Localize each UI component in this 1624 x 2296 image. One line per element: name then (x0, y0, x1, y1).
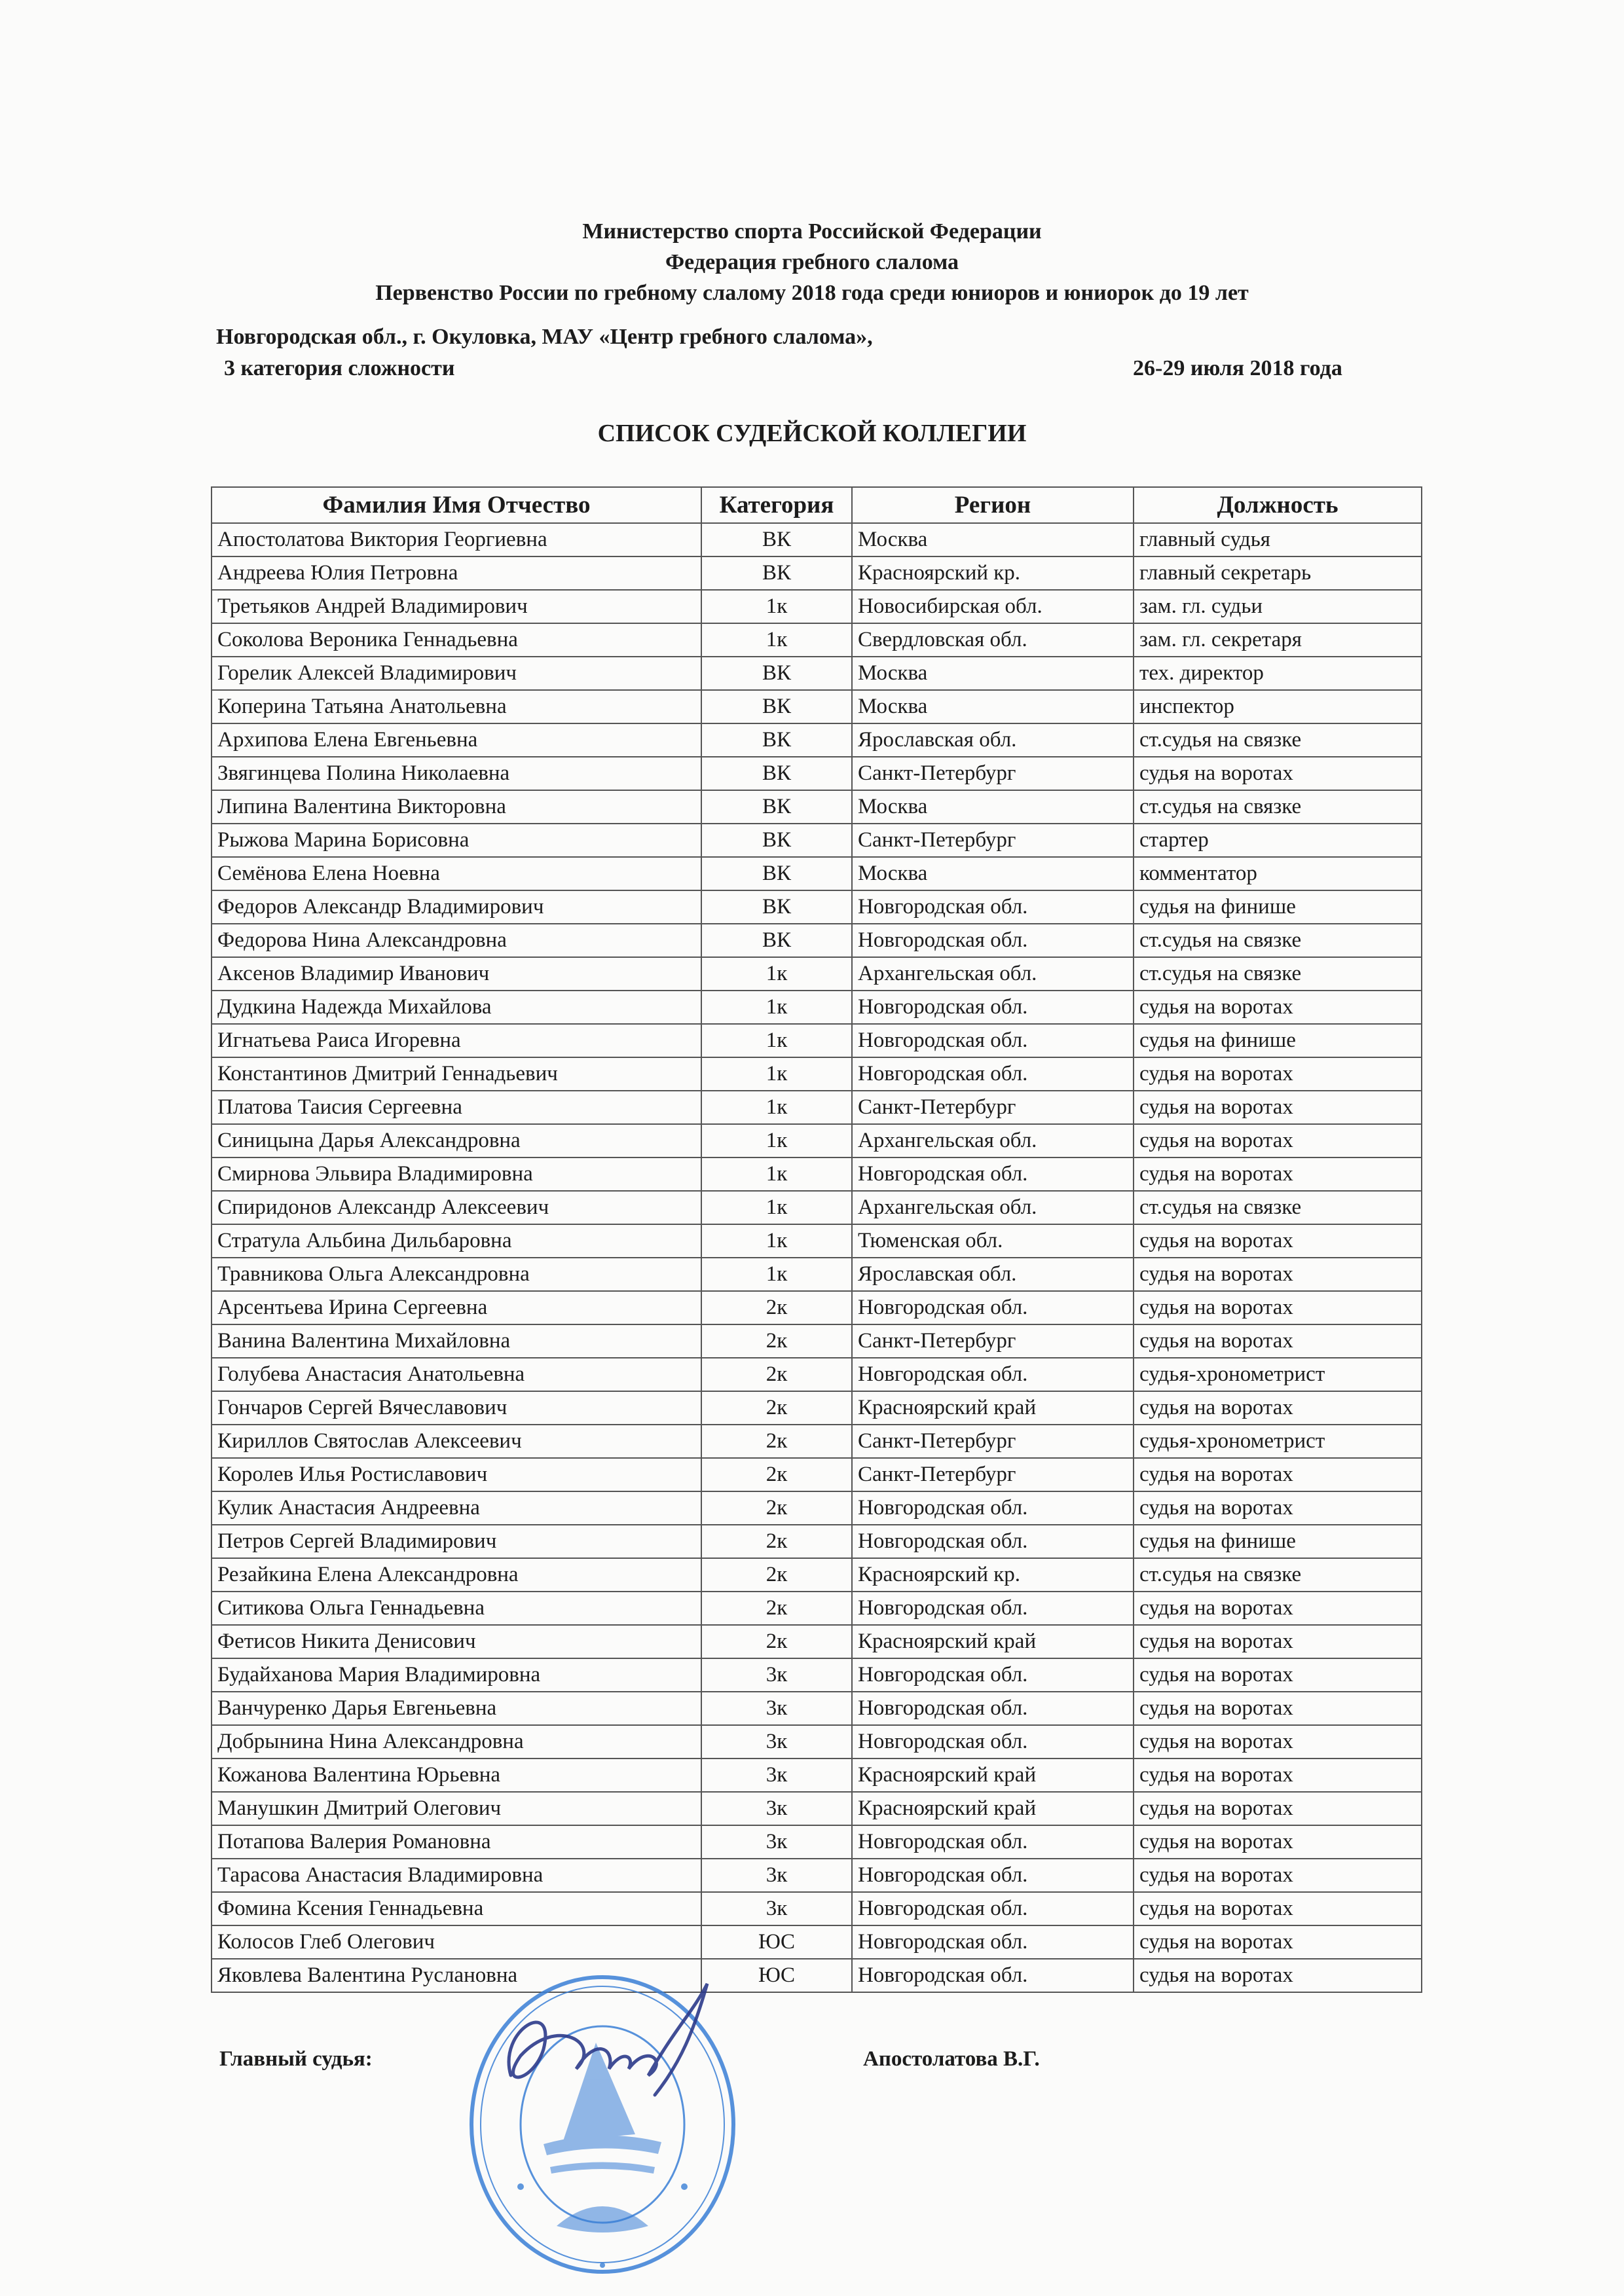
document-title: СПИСОК СУДЕЙСКОЙ КОЛЛЕГИИ (597, 420, 1027, 447)
championship-heading: Первенство России по гребному слалому 2018 года среди юниоров и юниорок до 19 лет (375, 281, 1249, 305)
cell-region: Новгородская обл. (852, 1358, 1134, 1391)
column-header-region: Регион (852, 487, 1134, 523)
cell-region: Москва (852, 790, 1134, 824)
cell-region: Новгородская обл. (852, 1959, 1134, 1992)
cell-region: Новгородская обл. (852, 1658, 1134, 1692)
cell-position: зам. гл. секретаря (1134, 623, 1422, 657)
table-row (212, 790, 1422, 824)
cell-category: 2к (701, 1391, 852, 1425)
cell-position: главный секретарь (1134, 556, 1422, 590)
cell-region: Москва (852, 523, 1134, 556)
table-row (212, 1491, 1422, 1525)
table-row (212, 1391, 1422, 1425)
cell-category: ВК (701, 824, 852, 857)
table-row (212, 1157, 1422, 1191)
column-header-full-name: Фамилия Имя Отчество (212, 487, 701, 523)
cell-position: стартер (1134, 824, 1422, 857)
cell-category: 1к (701, 1091, 852, 1124)
cell-category: 1к (701, 957, 852, 991)
cell-position: судья на воротах (1134, 1825, 1422, 1859)
cell-region: Архангельская обл. (852, 1191, 1134, 1224)
cell-full-name: Платова Таисия Сергеевна (212, 1091, 701, 1124)
table-row (212, 556, 1422, 590)
cell-region: Новгородская обл. (852, 1825, 1134, 1859)
cell-position: ст.судья на связке (1134, 723, 1422, 757)
cell-category: 3к (701, 1825, 852, 1859)
cell-full-name: Семёнова Елена Ноевна (212, 857, 701, 890)
cell-region: Новгородская обл. (852, 1525, 1134, 1558)
cell-region: Красноярский край (852, 1792, 1134, 1825)
ministry-heading: Министерство спорта Российской Федерации (582, 219, 1042, 244)
cell-category: 2к (701, 1458, 852, 1491)
table-row (212, 1625, 1422, 1658)
cell-category: 3к (701, 1692, 852, 1725)
cell-region: Красноярский край (852, 1391, 1134, 1425)
cell-position: инспектор (1134, 690, 1422, 723)
cell-region: Новгородская обл. (852, 1491, 1134, 1525)
cell-position: судья на воротах (1134, 1491, 1422, 1525)
cell-full-name: Голубева Анастасия Анатольевна (212, 1358, 701, 1391)
table-row (212, 1258, 1422, 1291)
cell-full-name: Третьяков Андрей Владимирович (212, 590, 701, 623)
cell-position: ст.судья на связке (1134, 1191, 1422, 1224)
cell-region: Москва (852, 857, 1134, 890)
cell-full-name: Спиридонов Александр Алексеевич (212, 1191, 701, 1224)
table-row (212, 1959, 1422, 1992)
cell-region: Новгородская обл. (852, 1892, 1134, 1925)
cell-category: ВК (701, 924, 852, 957)
table-row (212, 957, 1422, 991)
table-row (212, 1692, 1422, 1725)
chief-judge-name: Апостолатова В.Г. (863, 2047, 1040, 2071)
table-row (212, 1425, 1422, 1458)
event-dates: 26-29 июля 2018 года (1133, 356, 1342, 380)
cell-position: судья на воротах (1134, 757, 1422, 790)
cell-category: ВК (701, 690, 852, 723)
cell-full-name: Соколова Вероника Геннадьевна (212, 623, 701, 657)
table-row (212, 991, 1422, 1024)
table-row (212, 1925, 1422, 1959)
cell-full-name: Королев Илья Ростиславович (212, 1458, 701, 1491)
cell-position: ст.судья на связке (1134, 924, 1422, 957)
table-row (212, 1859, 1422, 1892)
table-row (212, 1725, 1422, 1758)
cell-full-name: Синицына Дарья Александровна (212, 1124, 701, 1157)
cell-full-name: Константинов Дмитрий Геннадьевич (212, 1057, 701, 1091)
table-row (212, 1525, 1422, 1558)
cell-category: ЮС (701, 1925, 852, 1959)
cell-category: ВК (701, 890, 852, 924)
cell-position: судья на воротах (1134, 1458, 1422, 1491)
cell-category: ВК (701, 723, 852, 757)
table-row (212, 1825, 1422, 1859)
cell-full-name: Колосов Глеб Олегович (212, 1925, 701, 1959)
table-row (212, 1658, 1422, 1692)
cell-position: судья на финише (1134, 890, 1422, 924)
cell-category: 3к (701, 1792, 852, 1825)
table-row (212, 1458, 1422, 1491)
cell-full-name: Добрынина Нина Александровна (212, 1725, 701, 1758)
cell-position: судья на воротах (1134, 1859, 1422, 1892)
cell-region: Санкт-Петербург (852, 1458, 1134, 1491)
cell-full-name: Арсентьева Ирина Сергеевна (212, 1291, 701, 1324)
cell-region: Тюменская обл. (852, 1224, 1134, 1258)
cell-full-name: Травникова Ольга Александровна (212, 1258, 701, 1291)
cell-category: 3к (701, 1859, 852, 1892)
cell-region: Новгородская обл. (852, 1859, 1134, 1892)
cell-region: Новгородская обл. (852, 1024, 1134, 1057)
table-row (212, 1892, 1422, 1925)
cell-region: Архангельская обл. (852, 957, 1134, 991)
cell-region: Москва (852, 690, 1134, 723)
venue-line: Новгородская обл., г. Окуловка, МАУ «Центр гребного слалома», (216, 325, 873, 349)
cell-full-name: Стратула Альбина Дильбаровна (212, 1224, 701, 1258)
cell-region: Новгородская обл. (852, 890, 1134, 924)
cell-full-name: Ситикова Ольга Геннадьевна (212, 1592, 701, 1625)
cell-full-name: Горелик Алексей Владимирович (212, 657, 701, 690)
cell-category: 1к (701, 1191, 852, 1224)
table-row (212, 1224, 1422, 1258)
cell-full-name: Петров Сергей Владимирович (212, 1525, 701, 1558)
cell-region: Ярославская обл. (852, 1258, 1134, 1291)
cell-full-name: Федорова Нина Александровна (212, 924, 701, 957)
table-header-row (212, 487, 1422, 523)
cell-category: 2к (701, 1291, 852, 1324)
cell-position: судья на воротах (1134, 1792, 1422, 1825)
cell-category: ЮС (701, 1959, 852, 1992)
cell-position: судья на воротах (1134, 1925, 1422, 1959)
table-row (212, 657, 1422, 690)
cell-position: ст.судья на связке (1134, 957, 1422, 991)
cell-full-name: Липина Валентина Викторовна (212, 790, 701, 824)
cell-full-name: Манушкин Дмитрий Олегович (212, 1792, 701, 1825)
cell-position: судья на воротах (1134, 1959, 1422, 1992)
cell-full-name: Кириллов Святослав Алексеевич (212, 1425, 701, 1458)
cell-full-name: Звягинцева Полина Николаевна (212, 757, 701, 790)
cell-category: 2к (701, 1491, 852, 1525)
table-row (212, 1024, 1422, 1057)
cell-position: судья-хронометрист (1134, 1425, 1422, 1458)
table-row (212, 1558, 1422, 1592)
cell-category: ВК (701, 556, 852, 590)
cell-position: судья-хронометрист (1134, 1358, 1422, 1391)
cell-full-name: Резайкина Елена Александровна (212, 1558, 701, 1592)
table-row (212, 623, 1422, 657)
cell-full-name: Апостолатова Виктория Георгиевна (212, 523, 701, 556)
cell-region: Новгородская обл. (852, 1725, 1134, 1758)
cell-category: 2к (701, 1525, 852, 1558)
cell-position: ст.судья на связке (1134, 1558, 1422, 1592)
cell-category: ВК (701, 523, 852, 556)
cell-region: Новгородская обл. (852, 1592, 1134, 1625)
cell-full-name: Фомина Ксения Геннадьевна (212, 1892, 701, 1925)
table-row (212, 590, 1422, 623)
table-row (212, 1291, 1422, 1324)
cell-category: ВК (701, 790, 852, 824)
cell-category: 2к (701, 1425, 852, 1458)
table-row (212, 1091, 1422, 1124)
cell-full-name: Рыжова Марина Борисовна (212, 824, 701, 857)
cell-region: Новгородская обл. (852, 1057, 1134, 1091)
table-row (212, 890, 1422, 924)
cell-full-name: Игнатьева Раиса Игоревна (212, 1024, 701, 1057)
cell-position: судья на воротах (1134, 1157, 1422, 1191)
difficulty-category: 3 категория сложности (224, 356, 455, 380)
cell-full-name: Кулик Анастасия Андреевна (212, 1491, 701, 1525)
cell-region: Новгородская обл. (852, 1692, 1134, 1725)
cell-region: Новгородская обл. (852, 1157, 1134, 1191)
table-row (212, 1057, 1422, 1091)
cell-region: Красноярский кр. (852, 1558, 1134, 1592)
judges-table-body (212, 523, 1422, 1992)
cell-full-name: Ванина Валентина Михайловна (212, 1324, 701, 1358)
cell-category: 3к (701, 1758, 852, 1792)
cell-full-name: Гончаров Сергей Вячеславович (212, 1391, 701, 1425)
cell-region: Новосибирская обл. (852, 590, 1134, 623)
judges-table (211, 486, 1422, 1993)
cell-position: судья на финише (1134, 1024, 1422, 1057)
cell-category: 1к (701, 1258, 852, 1291)
cell-category: 2к (701, 1358, 852, 1391)
cell-position: судья на воротах (1134, 1291, 1422, 1324)
cell-full-name: Смирнова Эльвира Владимировна (212, 1157, 701, 1191)
cell-position: судья на воротах (1134, 1324, 1422, 1358)
cell-category: 2к (701, 1625, 852, 1658)
official-seal-stamp (458, 1971, 760, 2278)
cell-region: Ярославская обл. (852, 723, 1134, 757)
cell-full-name: Потапова Валерия Романовна (212, 1825, 701, 1859)
cell-position: судья на воротах (1134, 991, 1422, 1024)
cell-position: главный судья (1134, 523, 1422, 556)
cell-position: судья на воротах (1134, 1124, 1422, 1157)
cell-full-name: Дудкина Надежда Михайлова (212, 991, 701, 1024)
cell-full-name: Тарасова Анастасия Владимировна (212, 1859, 701, 1892)
cell-full-name: Ванчуренко Дарья Евгеньевна (212, 1692, 701, 1725)
cell-position: судья на воротах (1134, 1592, 1422, 1625)
cell-region: Архангельская обл. (852, 1124, 1134, 1157)
cell-position: судья на воротах (1134, 1091, 1422, 1124)
cell-category: 1к (701, 1024, 852, 1057)
cell-region: Красноярский край (852, 1758, 1134, 1792)
table-row (212, 690, 1422, 723)
cell-region: Санкт-Петербург (852, 757, 1134, 790)
table-row (212, 857, 1422, 890)
cell-category: 1к (701, 590, 852, 623)
cell-region: Новгородская обл. (852, 1291, 1134, 1324)
cell-region: Санкт-Петербург (852, 1425, 1134, 1458)
cell-category: 2к (701, 1558, 852, 1592)
cell-category: 1к (701, 991, 852, 1024)
table-row (212, 523, 1422, 556)
cell-position: зам. гл. судьи (1134, 590, 1422, 623)
cell-full-name: Федоров Александр Владимирович (212, 890, 701, 924)
cell-region: Новгородская обл. (852, 1925, 1134, 1959)
cell-category: ВК (701, 857, 852, 890)
signature-label: Главный судья: (219, 2047, 373, 2071)
cell-region: Санкт-Петербург (852, 1091, 1134, 1124)
cell-category: 1к (701, 1224, 852, 1258)
table-row (212, 1324, 1422, 1358)
cell-region: Санкт-Петербург (852, 824, 1134, 857)
table-row (212, 1358, 1422, 1391)
table-row (212, 757, 1422, 790)
cell-category: 2к (701, 1592, 852, 1625)
cell-category: ВК (701, 657, 852, 690)
column-header-position: Должность (1134, 487, 1422, 523)
cell-region: Красноярский край (852, 1625, 1134, 1658)
table-row (212, 1191, 1422, 1224)
cell-position: судья на воротах (1134, 1892, 1422, 1925)
cell-full-name: Кожанова Валентина Юрьевна (212, 1758, 701, 1792)
cell-region: Новгородская обл. (852, 924, 1134, 957)
cell-position: тех. директор (1134, 657, 1422, 690)
column-header-category: Категория (701, 487, 852, 523)
cell-region: Свердловская обл. (852, 623, 1134, 657)
federation-heading: Федерация гребного слалома (665, 250, 959, 274)
cell-full-name: Яковлева Валентина Руслановна (212, 1959, 701, 1992)
table-row (212, 723, 1422, 757)
cell-category: 3к (701, 1892, 852, 1925)
cell-category: 1к (701, 623, 852, 657)
cell-position: судья на воротах (1134, 1658, 1422, 1692)
cell-position: судья на воротах (1134, 1224, 1422, 1258)
cell-region: Новгородская обл. (852, 991, 1134, 1024)
cell-region: Санкт-Петербург (852, 1324, 1134, 1358)
cell-full-name: Фетисов Никита Денисович (212, 1625, 701, 1658)
cell-position: судья на финише (1134, 1525, 1422, 1558)
cell-region: Красноярский кр. (852, 556, 1134, 590)
cell-position: судья на воротах (1134, 1258, 1422, 1291)
cell-category: 1к (701, 1124, 852, 1157)
cell-region: Москва (852, 657, 1134, 690)
cell-category: 3к (701, 1658, 852, 1692)
cell-category: 3к (701, 1725, 852, 1758)
cell-category: ВК (701, 757, 852, 790)
cell-category: 1к (701, 1057, 852, 1091)
cell-category: 1к (701, 1157, 852, 1191)
cell-full-name: Андреева Юлия Петровна (212, 556, 701, 590)
table-row (212, 924, 1422, 957)
cell-full-name: Аксенов Владимир Иванович (212, 957, 701, 991)
cell-position: судья на воротах (1134, 1725, 1422, 1758)
cell-position: судья на воротах (1134, 1625, 1422, 1658)
cell-full-name: Будайханова Мария Владимировна (212, 1658, 701, 1692)
table-row (212, 1592, 1422, 1625)
table-row (212, 1124, 1422, 1157)
cell-full-name: Архипова Елена Евгеньевна (212, 723, 701, 757)
cell-position: судья на воротах (1134, 1057, 1422, 1091)
cell-category: 2к (701, 1324, 852, 1358)
table-row (212, 1758, 1422, 1792)
cell-position: судья на воротах (1134, 1692, 1422, 1725)
table-row (212, 1792, 1422, 1825)
cell-position: ст.судья на связке (1134, 790, 1422, 824)
cell-position: судья на воротах (1134, 1391, 1422, 1425)
cell-position: судья на воротах (1134, 1758, 1422, 1792)
cell-position: комментатор (1134, 857, 1422, 890)
cell-full-name: Коперина Татьяна Анатольевна (212, 690, 701, 723)
table-row (212, 824, 1422, 857)
seal-emblem-kayaker (544, 2043, 661, 2232)
